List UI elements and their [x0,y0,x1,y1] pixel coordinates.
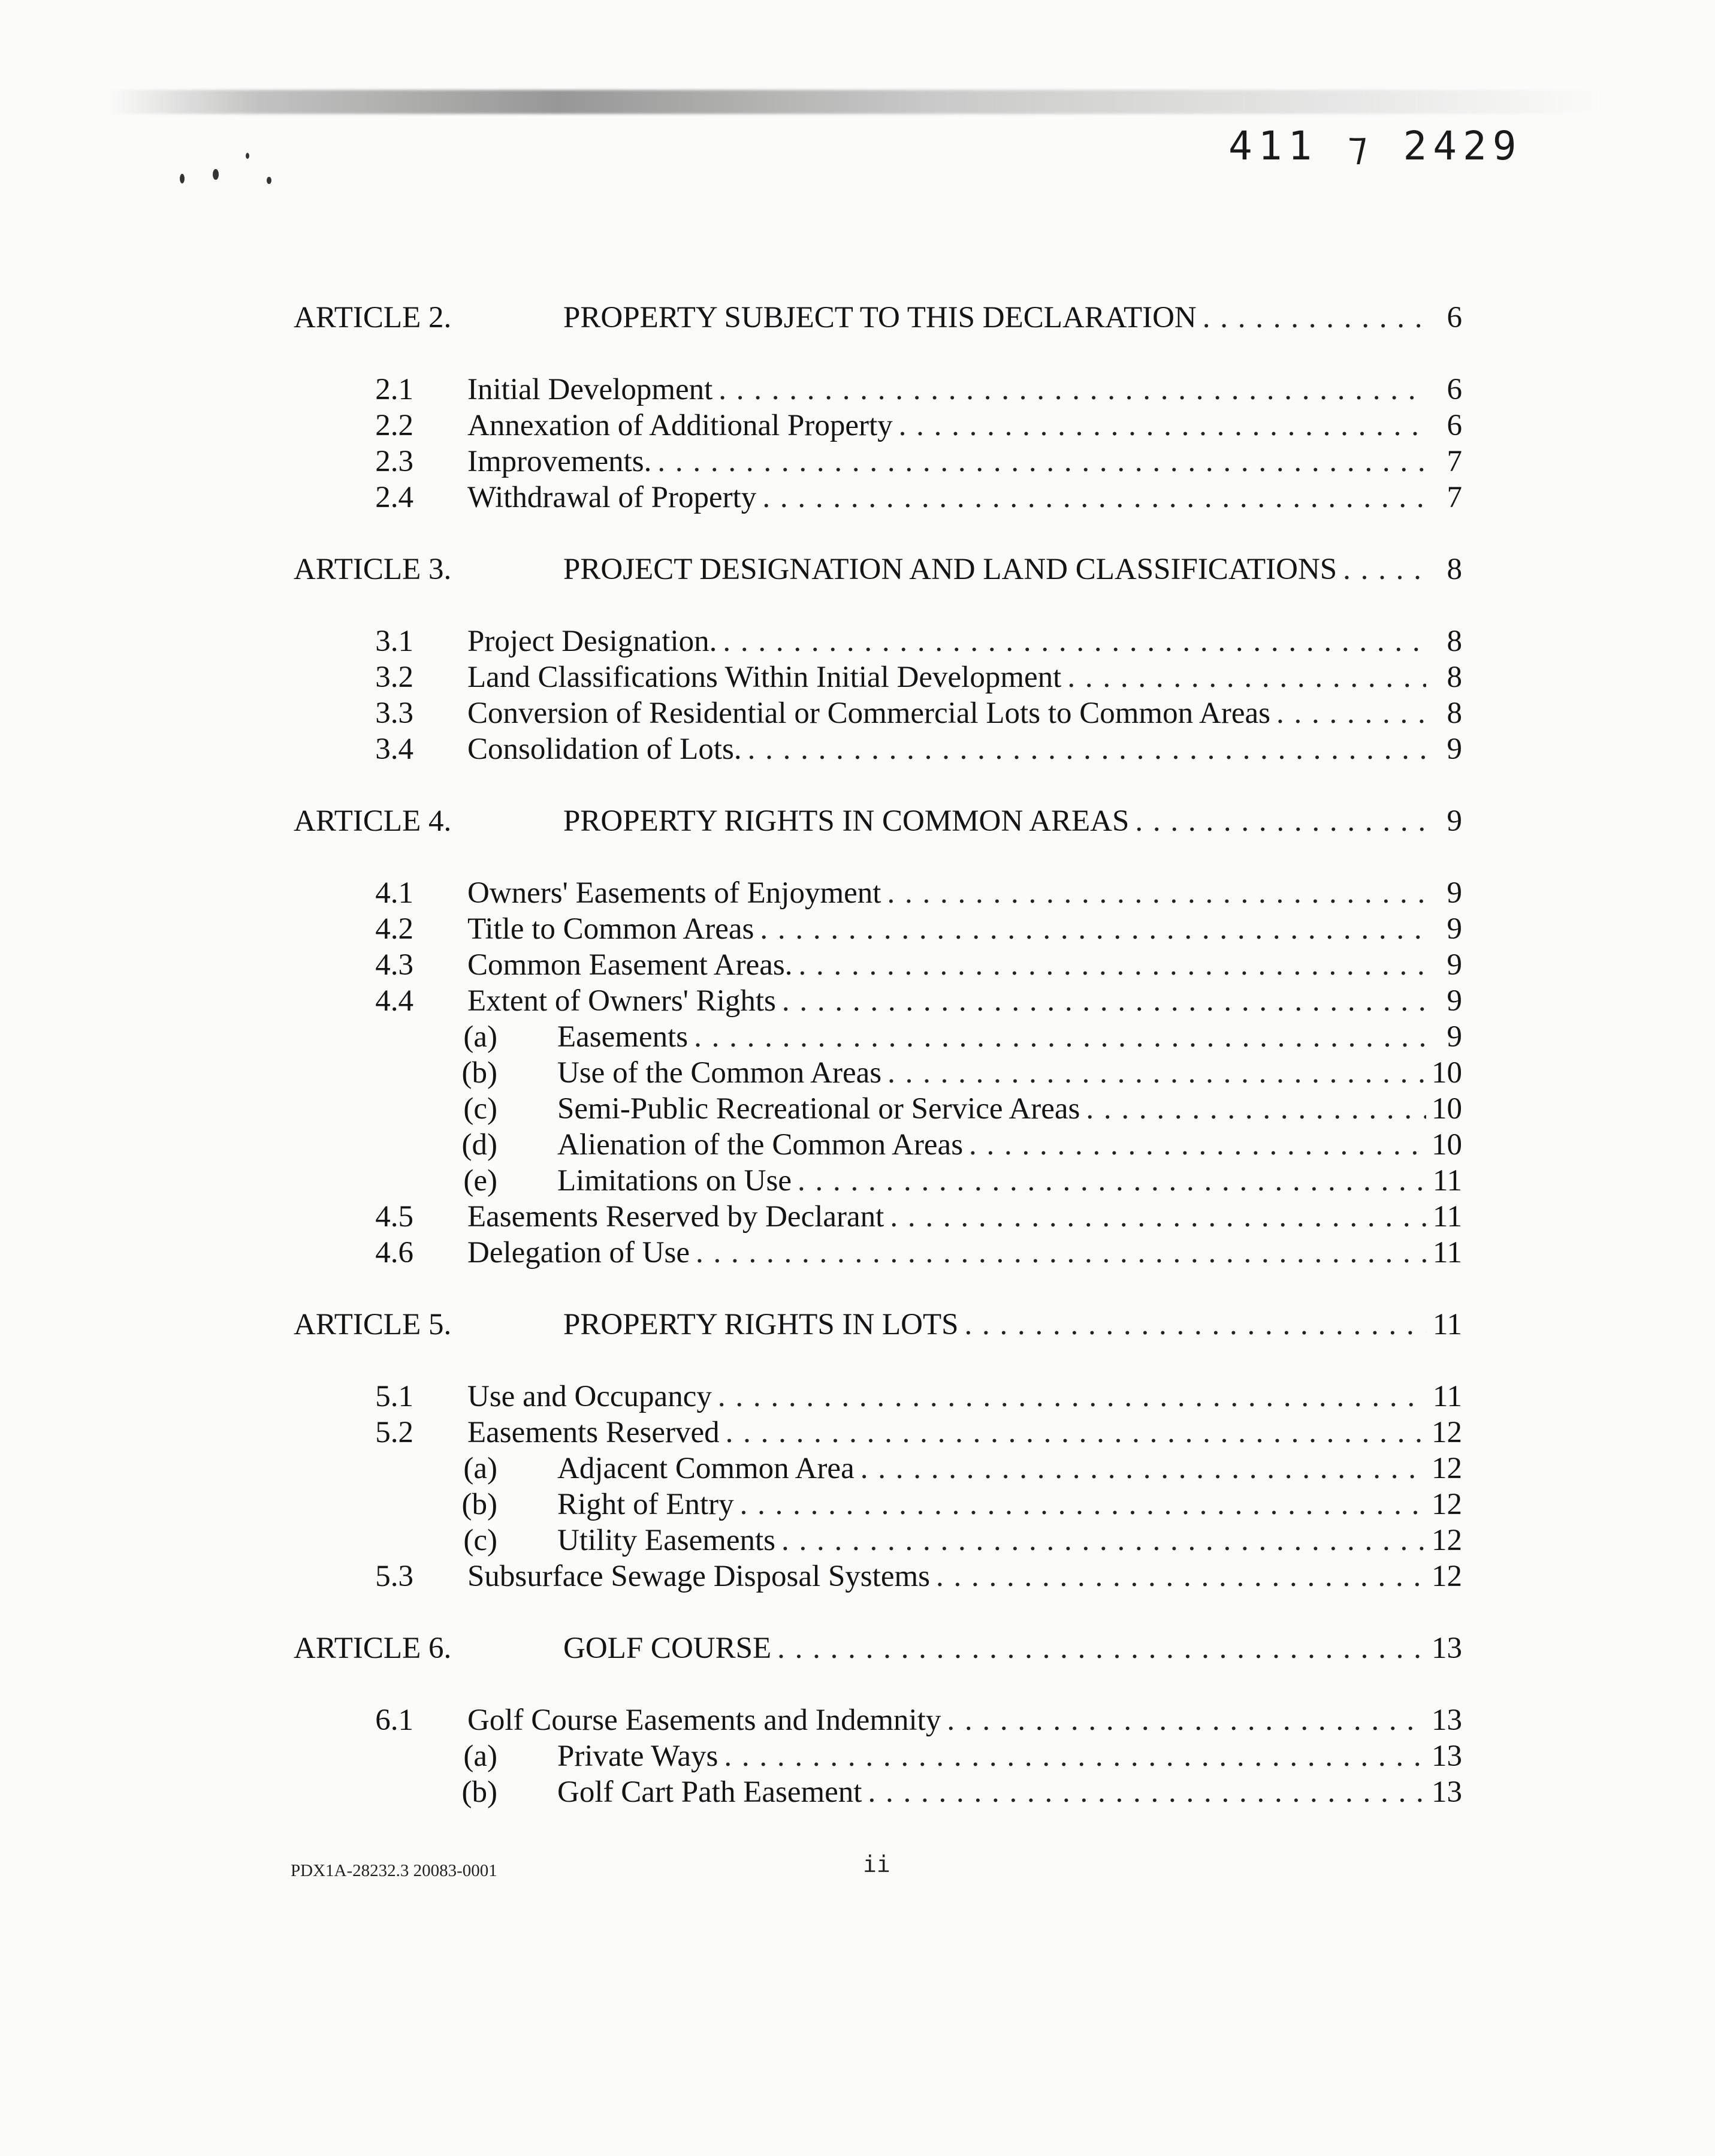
toc-section-row [294,947,1462,983]
page-ref: 11 [1432,1164,1462,1198]
subsection-title: Right of Entry [557,1488,734,1521]
dot-leader [862,1774,1426,1810]
toc-article-row [294,1630,1462,1666]
toc-section-row [294,623,1462,659]
subsection-letter: (a) [463,1452,497,1485]
subsection-title: Limitations on Use [557,1164,792,1198]
dot-leader [884,1199,1426,1235]
section-number: 4.6 [375,1236,413,1270]
page-ref: 9 [1447,804,1462,838]
page-ref: 13 [1432,1632,1462,1665]
toc-article-row [294,551,1462,587]
toc-section-row [294,480,1462,515]
toc-subsection-row [294,1091,1462,1127]
section-number: 2.2 [375,409,413,442]
table-of-contents [294,300,1462,1810]
toc-subsection-row [294,1451,1462,1486]
toc-subsection-row [294,1055,1462,1091]
dot-leader [717,623,1426,659]
section-title: Consolidation of Lots. [467,732,742,766]
dot-leader [776,983,1426,1019]
page-ref: 9 [1447,984,1462,1018]
toc-subsection-row [294,1486,1462,1522]
dot-leader [712,372,1426,408]
section-title: Owners' Easements of Enjoyment [467,876,881,910]
page-ref: 8 [1447,553,1462,586]
dot-leader [1080,1091,1426,1127]
page-ref: 13 [1432,1703,1462,1737]
section-number: 4.5 [375,1200,413,1234]
page-ref: 9 [1447,1020,1462,1054]
section-number: 2.4 [375,481,413,514]
dot-leader [720,1415,1426,1451]
section-number: 4.4 [375,984,413,1018]
document-stamp-number: 411 ⁊ 2429 [1228,123,1523,169]
toc-section-row [294,1379,1462,1415]
subsection-letter: (d) [461,1128,497,1162]
page-ref: 9 [1447,912,1462,946]
page-ref: 12 [1432,1488,1462,1521]
page-ref: 10 [1432,1092,1462,1126]
dot-leader [1061,659,1426,695]
section-number: 2.3 [375,445,413,478]
article-label: ARTICLE 4. [294,804,452,838]
section-number: 5.1 [375,1380,413,1413]
section-title: Withdrawal of Property [467,481,757,514]
scan-speck [180,174,185,183]
dot-leader [930,1558,1426,1594]
subsection-title: Utility Easements [557,1524,776,1557]
toc-subsection-row [294,1774,1462,1810]
section-title: Golf Course Easements and Indemnity [467,1703,941,1737]
toc-section-row [294,659,1462,695]
dot-leader [690,1235,1426,1271]
toc-section-row [294,1199,1462,1235]
page-ref: 9 [1447,732,1462,766]
dot-leader [651,444,1426,480]
dot-leader [792,947,1426,983]
section-number: 3.3 [375,696,413,730]
dot-leader [881,1055,1426,1091]
article-title: PROPERTY SUBJECT TO THIS DECLARATION [563,301,1197,334]
toc-subsection-row [294,1738,1462,1774]
subsection-letter: (b) [461,1488,497,1521]
toc-subsection-row [294,1163,1462,1199]
section-number: 4.3 [375,948,413,982]
article-label: ARTICLE 2. [294,301,452,334]
toc-section-row [294,372,1462,408]
dot-leader [771,1630,1426,1666]
subsection-title: Adjacent Common Area [557,1452,855,1485]
section-title: Annexation of Additional Property [467,409,893,442]
section-title: Initial Development [467,373,713,406]
section-number: 5.3 [375,1560,413,1593]
dot-leader [963,1127,1426,1163]
section-title: Title to Common Areas [467,912,754,946]
section-number: 6.1 [375,1703,413,1737]
page-ref: 11 [1432,1236,1462,1270]
subsection-title: Use of the Common Areas [557,1056,882,1090]
page-ref: 11 [1432,1308,1462,1341]
section-title: Common Easement Areas. [467,948,793,982]
article-label: ARTICLE 5. [294,1308,452,1341]
subsection-title: Alienation of the Common Areas [557,1128,964,1162]
page-ref: 7 [1447,481,1462,514]
toc-article-row [294,803,1462,839]
article-title: PROPERTY RIGHTS IN LOTS [563,1308,959,1341]
dot-leader [734,1486,1426,1522]
toc-section-row [294,444,1462,480]
section-number: 4.1 [375,876,413,910]
page-ref: 8 [1447,625,1462,658]
toc-subsection-row [294,1127,1462,1163]
section-title: Easements Reserved [467,1416,720,1449]
subsection-letter: (c) [463,1524,497,1557]
dot-leader [959,1307,1426,1343]
subsection-letter: (a) [463,1739,497,1773]
section-title: Improvements. [467,445,652,478]
section-number: 2.1 [375,373,413,406]
subsection-letter: (b) [461,1775,497,1809]
page-ref: 12 [1432,1416,1462,1449]
toc-section-row [294,1558,1462,1594]
dot-leader [1197,300,1426,336]
article-label: ARTICLE 6. [294,1632,452,1665]
section-title: Extent of Owners' Rights [467,984,776,1018]
toc-section-row [294,1702,1462,1738]
toc-section-row [294,1415,1462,1451]
article-label: ARTICLE 3. [294,553,452,586]
dot-leader [1129,803,1426,839]
page-ref: 6 [1447,301,1462,334]
page-ref: 7 [1447,445,1462,478]
page-ref: 12 [1432,1560,1462,1593]
toc-section-row [294,408,1462,444]
toc-subsection-row [294,1522,1462,1558]
dot-leader [775,1522,1426,1558]
section-title: Easements Reserved by Declarant [467,1200,884,1234]
dot-leader [718,1738,1426,1774]
page-ref: 12 [1432,1452,1462,1485]
section-title: Project Designation. [467,625,717,658]
article-title: PROJECT DESIGNATION AND LAND CLASSIFICATIONS [563,553,1337,586]
dot-leader [881,875,1426,911]
dot-leader [1337,551,1426,587]
section-number: 3.4 [375,732,413,766]
subsection-title: Easements [557,1020,689,1054]
section-number: 4.2 [375,912,413,946]
dot-leader [1270,695,1426,731]
dot-leader [893,408,1426,444]
page-ref: 6 [1447,373,1462,406]
section-title: Conversion of Residential or Commercial Lots to Common Areas [467,696,1270,730]
page-ref: 6 [1447,409,1462,442]
dot-leader [756,480,1426,515]
page-ref: 12 [1432,1524,1462,1557]
section-number: 3.1 [375,625,413,658]
dot-leader [712,1379,1426,1415]
page-ref: 13 [1432,1775,1462,1809]
section-number: 3.2 [375,661,413,694]
page-ref: 9 [1447,948,1462,982]
scan-speck [246,153,249,159]
toc-section-row [294,911,1462,947]
page-ref: 9 [1447,876,1462,910]
section-title: Delegation of Use [467,1236,690,1270]
page-ref: 10 [1432,1128,1462,1162]
subsection-letter: (c) [463,1092,497,1126]
toc-section-row [294,731,1462,767]
page-ref: 8 [1447,696,1462,730]
section-number: 5.2 [375,1416,413,1449]
toc-article-row [294,1307,1462,1343]
toc-article-row [294,300,1462,336]
article-title: PROPERTY RIGHTS IN COMMON AREAS [563,804,1130,838]
page-ref: 13 [1432,1739,1462,1773]
toc-section-row [294,695,1462,731]
scan-artifact-band [108,90,1606,114]
subsection-letter: (a) [463,1020,497,1054]
dot-leader [754,911,1426,947]
toc-section-row [294,1235,1462,1271]
page-ref: 11 [1432,1380,1462,1413]
toc-section-row [294,983,1462,1019]
document-reference: PDX1A-28232.3 20083-0001 [291,1861,497,1880]
subsection-title: Private Ways [557,1739,718,1773]
section-title: Land Classifications Within Initial Development [467,661,1062,694]
dot-leader [742,731,1426,767]
dot-leader [792,1163,1426,1199]
section-title: Subsurface Sewage Disposal Systems [467,1560,930,1593]
section-title: Use and Occupancy [467,1380,712,1413]
scan-speck [267,177,271,184]
subsection-letter: (b) [461,1056,497,1090]
page-number: ii [863,1851,890,1877]
dot-leader [688,1019,1426,1055]
dot-leader [855,1451,1426,1486]
dot-leader [941,1702,1426,1738]
scan-speck [213,169,219,180]
subsection-title: Semi-Public Recreational or Service Areas [557,1092,1080,1126]
page-ref: 8 [1447,661,1462,694]
toc-section-row [294,875,1462,911]
subsection-title: Golf Cart Path Easement [557,1775,862,1809]
article-title: GOLF COURSE [563,1632,772,1665]
page-ref: 11 [1432,1200,1462,1234]
page-ref: 10 [1432,1056,1462,1090]
subsection-letter: (e) [463,1164,497,1198]
toc-subsection-row [294,1019,1462,1055]
